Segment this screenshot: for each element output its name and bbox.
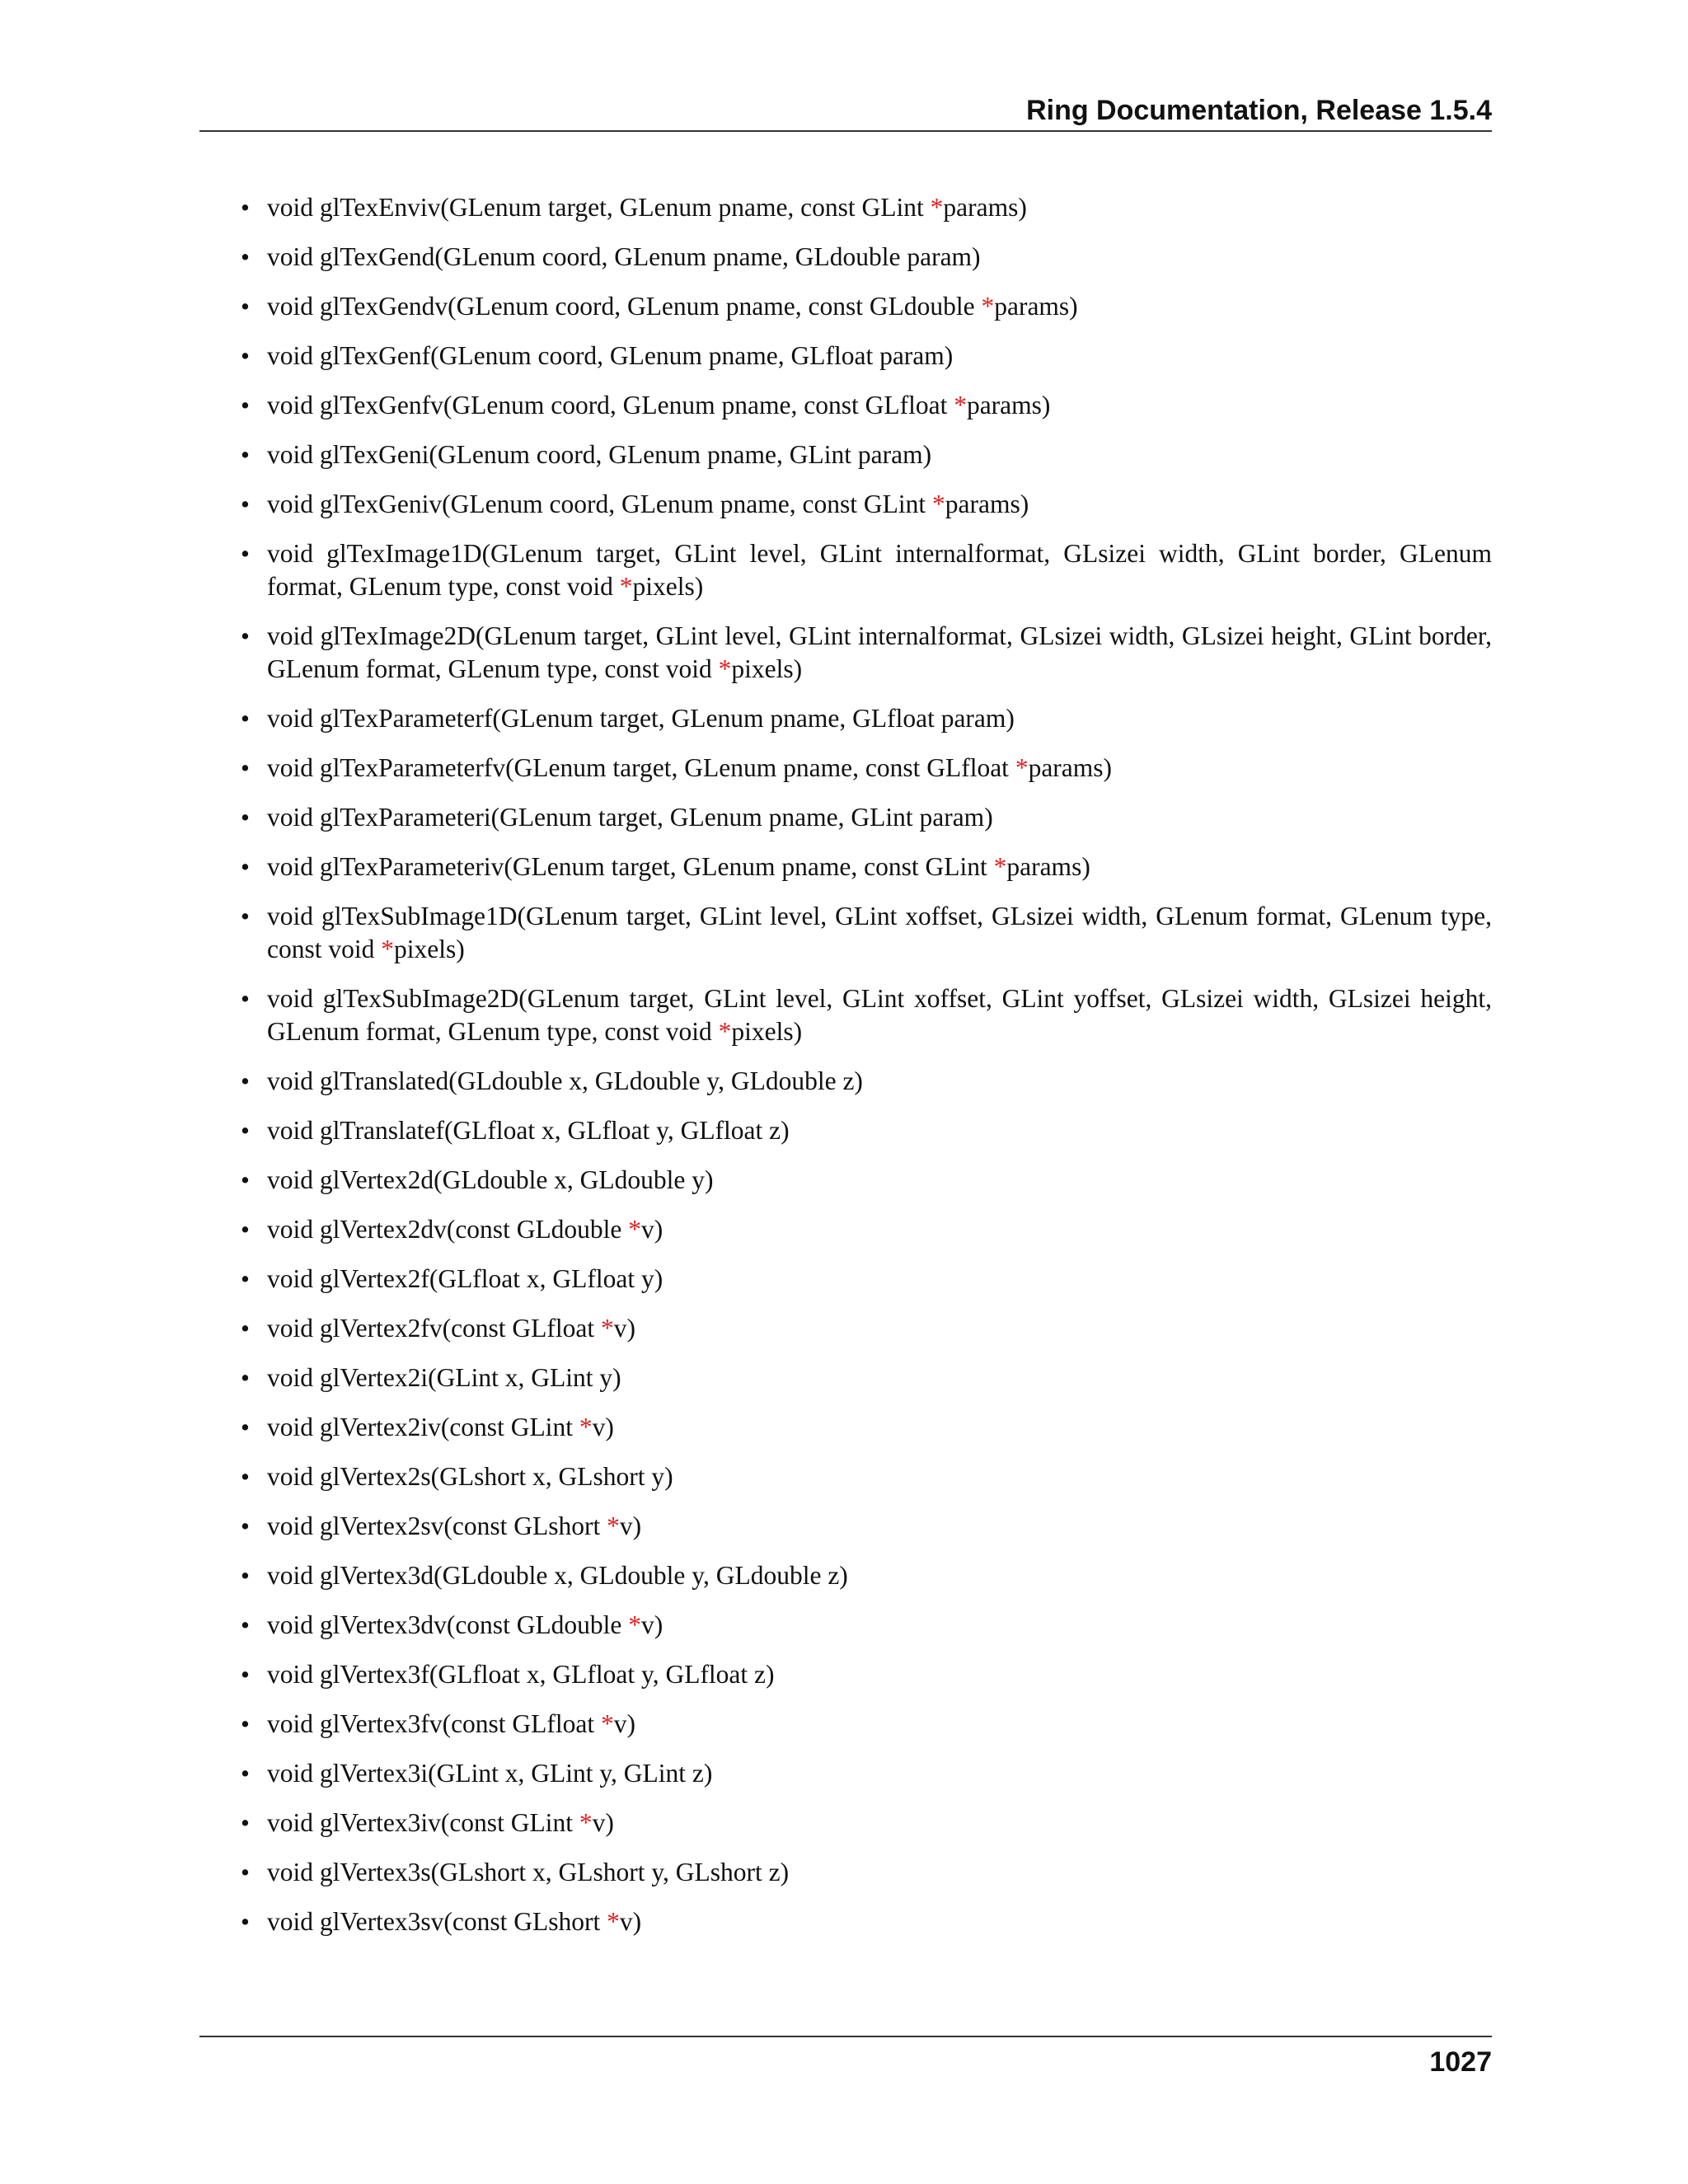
function-signature: void glTexGend(GLenum coord, GLenum pname, GLdouble param) — [267, 242, 981, 271]
function-signature: void glVertex3dv(const GLdouble — [267, 1610, 629, 1639]
function-item — [199, 1312, 1492, 1345]
pointer-star: * — [993, 852, 1007, 881]
function-item — [199, 1164, 1492, 1197]
function-signature: void glVertex3s(GLshort x, GLshort y, GLshort z) — [267, 1858, 790, 1886]
function-signature: void glTexParameterf(GLenum target, GLenum pname, GLfloat param) — [267, 704, 1015, 733]
function-item — [199, 488, 1492, 521]
function-item — [199, 290, 1492, 323]
function-signature: void glTexImage2D(GLenum target, GLint level, GLint internalformat, GLsizei width, GLsizei height, GLint border, GLenum format, GLenum type, const void — [267, 621, 1492, 683]
function-item — [199, 191, 1492, 224]
function-signature: void glVertex2dv(const GLdouble — [267, 1215, 629, 1244]
function-item — [199, 1213, 1492, 1246]
function-item — [199, 438, 1492, 471]
pointer-star: * — [930, 193, 944, 222]
function-signature-end: params) — [966, 391, 1051, 419]
function-signature-end: pixels) — [731, 654, 803, 683]
function-item — [199, 340, 1492, 373]
function-signature-end: v) — [592, 1808, 614, 1837]
function-item — [199, 1559, 1492, 1592]
pointer-star: * — [607, 1511, 620, 1540]
function-signature-end: v) — [641, 1610, 663, 1639]
function-item — [199, 1510, 1492, 1543]
function-item — [199, 1263, 1492, 1296]
pointer-star: * — [628, 1215, 642, 1244]
function-signature: void glVertex2fv(const GLfloat — [267, 1314, 602, 1343]
pointer-star: * — [607, 1907, 620, 1936]
function-signature: void glVertex3sv(const GLshort — [267, 1907, 607, 1936]
pointer-star: * — [579, 1413, 593, 1441]
function-signature: void glVertex3i(GLint x, GLint y, GLint z) — [267, 1759, 713, 1788]
function-signature: void glTexEnviv(GLenum target, GLenum pname, const GLint — [267, 193, 931, 222]
function-signature: void glTexGendv(GLenum coord, GLenum pname, const GLdouble — [267, 292, 982, 321]
pointer-star: * — [579, 1808, 593, 1837]
function-signature-end: v) — [613, 1709, 636, 1738]
function-signature-end: v) — [619, 1511, 642, 1540]
pointer-star: * — [619, 572, 633, 601]
pointer-star: * — [718, 1017, 732, 1046]
pointer-star: * — [932, 490, 945, 518]
function-signature-end: params) — [943, 193, 1027, 222]
function-signature: void glVertex2iv(const GLint — [267, 1413, 579, 1441]
function-signature: void glTexGenfv(GLenum coord, GLenum pname, const GLfloat — [267, 391, 954, 419]
function-item — [199, 1411, 1492, 1444]
function-item — [199, 851, 1492, 883]
function-signature: void glTexParameterfv(GLenum target, GLenum pname, const GLfloat — [267, 753, 1015, 782]
pointer-star: * — [954, 391, 967, 419]
function-signature: void glTexSubImage1D(GLenum target, GLint level, GLint xoffset, GLsizei width, GLenum format, GLenum type, const void — [267, 902, 1492, 963]
function-signature-end: params) — [1006, 852, 1090, 881]
function-signature: void glTexGeni(GLenum coord, GLenum pname, GLint param) — [267, 440, 932, 469]
function-signature: void glVertex2sv(const GLshort — [267, 1511, 607, 1540]
function-signature-end: v) — [619, 1907, 642, 1936]
page-header — [199, 89, 1492, 132]
function-signature: void glVertex2i(GLint x, GLint y) — [267, 1363, 621, 1392]
document-title: Ring Documentation, Release 1.5.4 — [1026, 95, 1492, 126]
function-signature: void glTexGeniv(GLenum coord, GLenum pname, const GLint — [267, 490, 932, 518]
function-item — [199, 1856, 1492, 1889]
pointer-star: * — [718, 654, 732, 683]
function-signature-end: pixels) — [632, 572, 704, 601]
pointer-star: * — [981, 292, 995, 321]
function-item — [199, 1807, 1492, 1840]
function-signature-end: v) — [613, 1314, 636, 1343]
function-item — [199, 537, 1492, 603]
pointer-star: * — [601, 1709, 614, 1738]
page-footer — [199, 2036, 1492, 2078]
function-signature: void glTranslatef(GLfloat x, GLfloat y, GLfloat z) — [267, 1116, 790, 1145]
function-signature-end: v) — [592, 1413, 614, 1441]
function-item — [199, 1460, 1492, 1493]
function-item — [199, 241, 1492, 274]
pointer-star: * — [1015, 753, 1029, 782]
function-signature-end: v) — [641, 1215, 663, 1244]
function-item — [199, 1905, 1492, 1938]
function-item — [199, 801, 1492, 834]
page-number: 1027 — [1429, 2046, 1492, 2078]
function-signature-end: pixels) — [731, 1017, 803, 1046]
function-item — [199, 1609, 1492, 1642]
function-signature: void glTexImage1D(GLenum target, GLint level, GLint internalformat, GLsizei width, GLint border, GLenum format, GLenum type, const void — [267, 539, 1492, 601]
function-signature: void glTexSubImage2D(GLenum target, GLint level, GLint xoffset, GLint yoffset, GLsizei width, GLsizei height, GLenum format, GLenum type, const void — [267, 984, 1492, 1046]
function-signature-end: params) — [1028, 753, 1113, 782]
function-item — [199, 1658, 1492, 1691]
function-item — [199, 1114, 1492, 1147]
function-item — [199, 389, 1492, 422]
pointer-star: * — [628, 1610, 642, 1639]
function-signature: void glTexParameteri(GLenum target, GLenum pname, GLint param) — [267, 803, 993, 832]
function-signature: void glTranslated(GLdouble x, GLdouble y, GLdouble z) — [267, 1066, 863, 1095]
function-signature: void glTexGenf(GLenum coord, GLenum pname, GLfloat param) — [267, 341, 954, 370]
function-item — [199, 702, 1492, 735]
function-signature: void glVertex2s(GLshort x, GLshort y) — [267, 1462, 673, 1491]
function-item — [199, 620, 1492, 686]
function-signature: void glVertex2f(GLfloat x, GLfloat y) — [267, 1264, 663, 1293]
function-signature: void glVertex3d(GLdouble x, GLdouble y, GLdouble z) — [267, 1561, 848, 1590]
function-signature: void glTexParameteriv(GLenum target, GLenum pname, const GLint — [267, 852, 994, 881]
function-item — [199, 1361, 1492, 1394]
function-item — [199, 1708, 1492, 1741]
function-signature: void glVertex2d(GLdouble x, GLdouble y) — [267, 1165, 714, 1194]
function-signature-end: pixels) — [394, 935, 465, 963]
function-signature-end: params) — [994, 292, 1078, 321]
function-list — [199, 191, 1492, 1955]
pointer-star: * — [381, 935, 394, 963]
function-signature-end: params) — [945, 490, 1029, 518]
function-signature: void glVertex3fv(const GLfloat — [267, 1709, 602, 1738]
function-item — [199, 1757, 1492, 1790]
function-item — [199, 900, 1492, 966]
function-signature: void glVertex3iv(const GLint — [267, 1808, 579, 1837]
pointer-star: * — [601, 1314, 614, 1343]
function-item — [199, 752, 1492, 785]
function-item — [199, 982, 1492, 1048]
function-item — [199, 1065, 1492, 1098]
function-signature: void glVertex3f(GLfloat x, GLfloat y, GLfloat z) — [267, 1660, 775, 1689]
